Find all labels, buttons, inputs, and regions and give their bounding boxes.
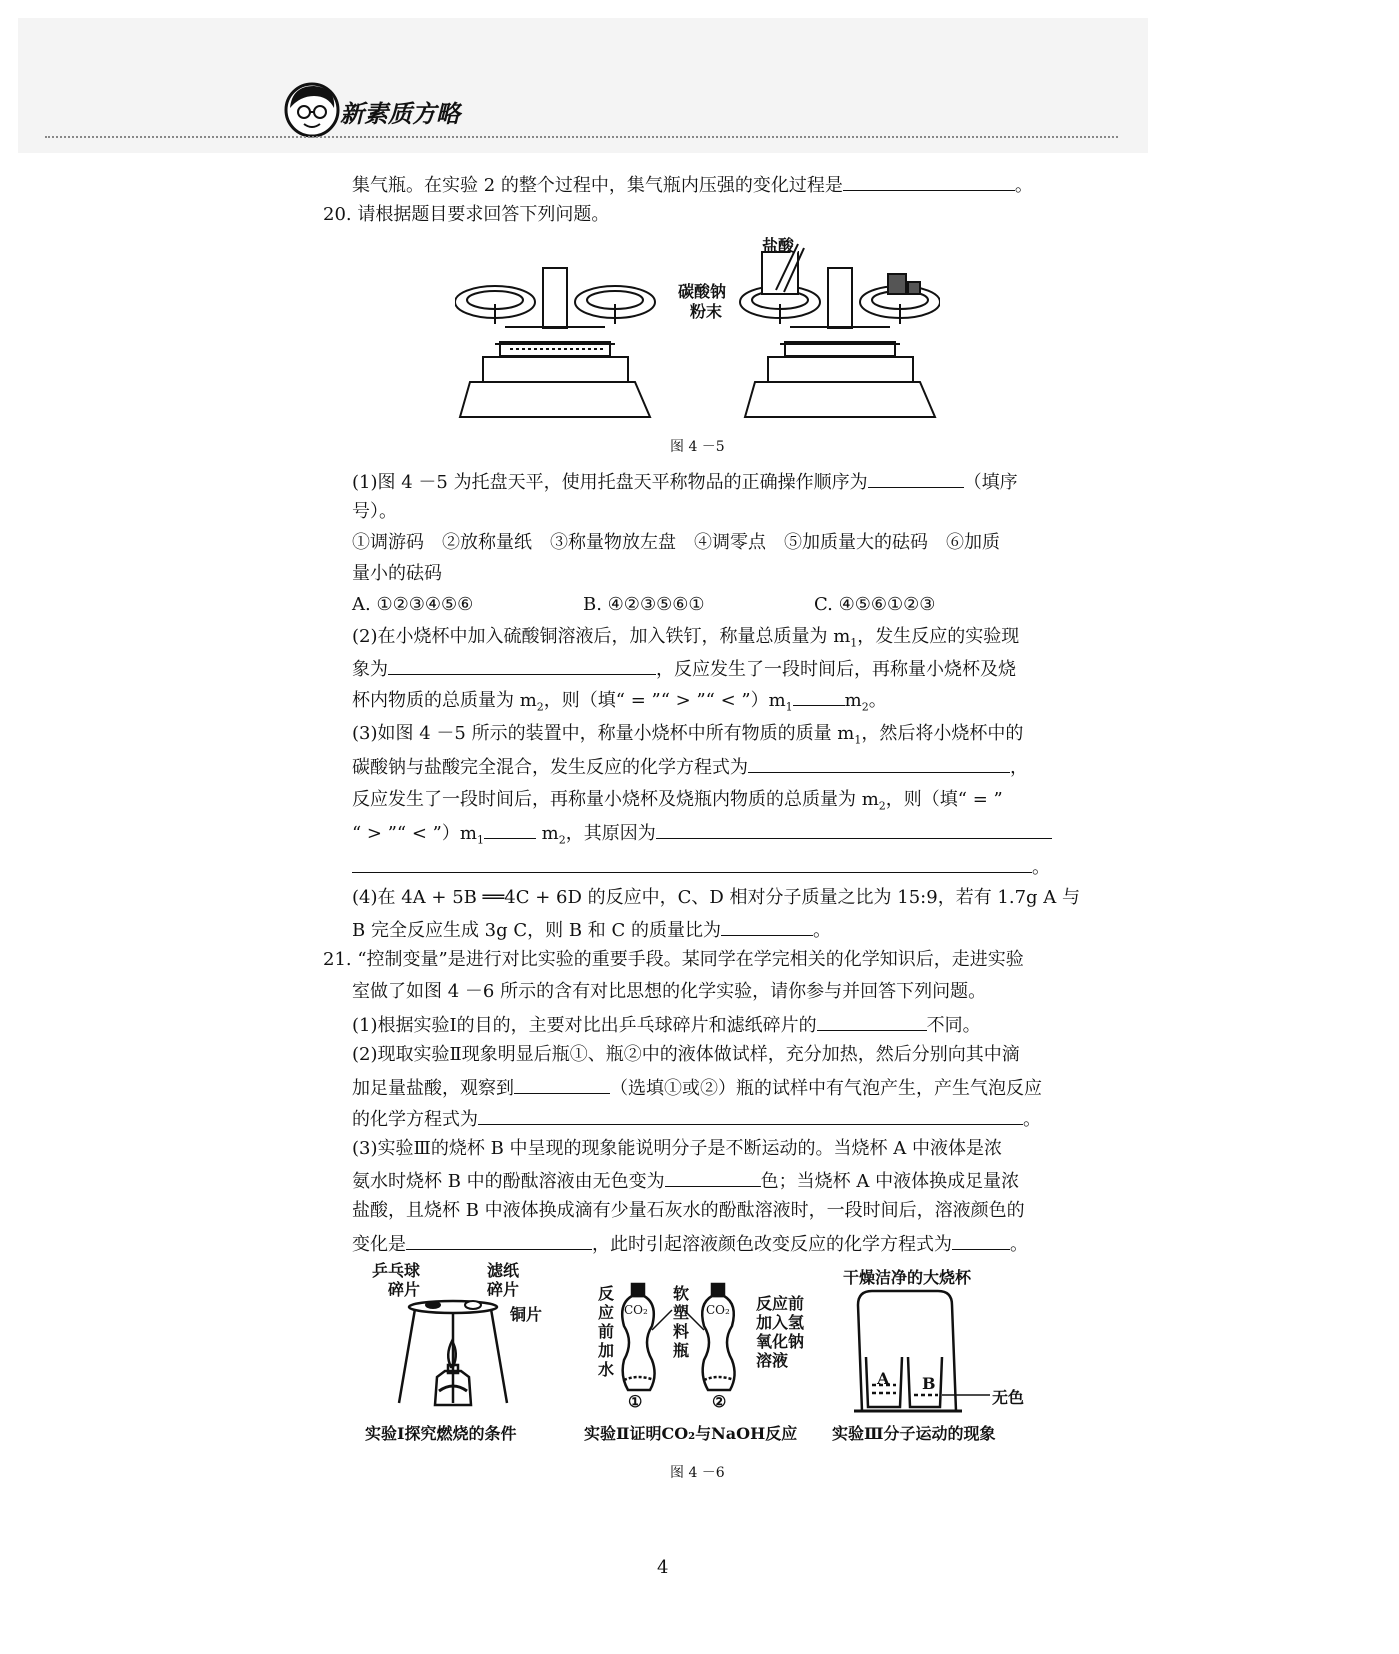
answer-blank[interactable] bbox=[478, 1106, 1023, 1125]
label-add-water: 反应前加水 bbox=[597, 1284, 614, 1379]
figure-caption-4-6: 图 4 －6 bbox=[670, 1465, 725, 1481]
text: 。 bbox=[1010, 1234, 1028, 1255]
text: ，则（填“ = ” bbox=[885, 789, 1003, 810]
text: ，发生反应的实验现 bbox=[857, 626, 1020, 647]
text: B 完全反应生成 3g C，则 B 和 C 的质量比为 bbox=[352, 920, 722, 941]
text: 加足量盐酸，观察到 bbox=[352, 1078, 514, 1099]
label-colorless: 无色 bbox=[992, 1388, 1025, 1407]
brand-title: 新素质方略 bbox=[340, 100, 460, 128]
text: 。 bbox=[1023, 1109, 1041, 1130]
left-balance bbox=[455, 268, 655, 417]
text: 变化是 bbox=[352, 1234, 406, 1255]
q21-p3-line2 bbox=[352, 1168, 1019, 1194]
q21-line1: 21. “控制变量”是进行对比实验的重要手段。某同学在学完相关的化学知识后，走进实验 bbox=[323, 949, 1024, 970]
label-naoh-1: 反应前 bbox=[756, 1294, 805, 1313]
q20-p1-line1 bbox=[352, 469, 1018, 495]
right-balance bbox=[740, 244, 940, 417]
page-number: 4 bbox=[657, 1557, 669, 1578]
q21-p1 bbox=[352, 1012, 981, 1038]
q20-p4-line2 bbox=[352, 917, 831, 943]
text: m bbox=[844, 690, 862, 711]
q20-p4-line1: (4)在 4A + 5B ══4C + 6D 的反应中，C、D 相对分子质量之比为 15:9，若有 1.7g A 与 bbox=[352, 887, 1081, 908]
answer-blank[interactable] bbox=[352, 854, 1032, 873]
text: （填序 bbox=[963, 472, 1018, 493]
label-large-beaker: 干燥洁净的大烧杯 bbox=[843, 1268, 972, 1287]
text: 。 bbox=[868, 690, 887, 711]
subscript: 2 bbox=[878, 799, 886, 813]
q21-p2-line1: (2)现取实验Ⅱ现象明显后瓶①、瓶②中的液体做试样，充分加热，然后分别向其中滴 bbox=[352, 1044, 1020, 1065]
subscript: 1 bbox=[476, 833, 484, 847]
subscript: 2 bbox=[558, 833, 566, 847]
text: 碳酸钠与盐酸完全混合，发生反应的化学方程式为 bbox=[352, 757, 748, 778]
label-powder-2: 粉末 bbox=[690, 302, 723, 321]
text: 的化学方程式为 bbox=[352, 1109, 478, 1130]
q21-line2: 室做了如图 4 －6 所示的含有对比思想的化学实验，请你参与并回答下列问题。 bbox=[352, 981, 987, 1002]
q20-ops-line2: 量小的砝码 bbox=[352, 563, 442, 584]
answer-blank[interactable] bbox=[843, 172, 1015, 191]
q20-p2-line1 bbox=[352, 625, 1019, 656]
punct: 。 bbox=[1014, 175, 1033, 196]
answer-blank[interactable] bbox=[748, 754, 1010, 773]
label-co2-1: CO₂ bbox=[624, 1303, 648, 1317]
text: 。 bbox=[1032, 857, 1050, 878]
label-bottle-2: ② bbox=[712, 1392, 727, 1411]
text: (3)如图 4 －5 所示的装置中，称量小烧杯中所有物质的质量 m bbox=[352, 723, 855, 744]
answer-blank[interactable] bbox=[656, 820, 1052, 839]
label-naoh-4: 溶液 bbox=[756, 1351, 789, 1370]
text: ，则（填“ = ”“ > ”“ < ”）m bbox=[543, 690, 786, 711]
balance-figure bbox=[455, 232, 940, 422]
text: 反应发生了一段时间后，再称量小烧杯及烧瓶内物质的总质量为 m bbox=[352, 789, 879, 810]
subscript: 1 bbox=[785, 700, 793, 714]
label-bottle-1: ① bbox=[628, 1392, 643, 1411]
answer-blank[interactable] bbox=[388, 656, 656, 675]
label-beaker-a: A bbox=[877, 1369, 890, 1388]
q21-p3-line1: (3)实验Ⅲ的烧杯 B 中呈现的现象能说明分子是不断运动的。当烧杯 A 中液体是浓 bbox=[352, 1138, 1002, 1159]
label-filter-2: 碎片 bbox=[487, 1280, 520, 1299]
header-band bbox=[18, 18, 1148, 153]
text: 象为 bbox=[352, 659, 388, 680]
label-beaker-b: B bbox=[922, 1374, 936, 1393]
text: ，反应发生了一段时间后，再称量小烧杯及烧 bbox=[656, 659, 1016, 680]
q20-option-c: C. ④⑤⑥①②③ bbox=[814, 594, 936, 615]
answer-blank[interactable] bbox=[665, 1168, 761, 1187]
answer-blank[interactable] bbox=[721, 917, 813, 936]
text: 。 bbox=[813, 920, 832, 941]
subscript: 2 bbox=[861, 700, 869, 714]
label-copper: 铜片 bbox=[510, 1305, 543, 1324]
caption-experiment-2: 实验Ⅱ证明CO₂与NaOH反应 bbox=[584, 1424, 798, 1443]
caption-experiment-3: 实验Ⅲ分子运动的现象 bbox=[832, 1424, 996, 1443]
label-acid: 盐酸 bbox=[762, 236, 795, 255]
label-co2-2: CO₂ bbox=[706, 1303, 730, 1317]
text: 氨水时烧杯 B 中的酚酞溶液由无色变为 bbox=[352, 1171, 665, 1192]
label-naoh-3: 氧化钠 bbox=[756, 1332, 805, 1351]
q20-p3-line1 bbox=[352, 722, 1023, 753]
text: ，其原因为 bbox=[565, 823, 656, 844]
answer-blank[interactable] bbox=[952, 1231, 1010, 1250]
text: (1)图 4 －5 为托盘天平，使用托盘天平称物品的正确操作顺序为 bbox=[352, 472, 868, 493]
caption-experiment-1: 实验Ⅰ探究燃烧的条件 bbox=[365, 1424, 517, 1443]
label-powder-1: 碳酸钠 bbox=[678, 282, 727, 301]
q21-p2-line3 bbox=[352, 1106, 1041, 1132]
header-divider bbox=[45, 136, 1118, 138]
q20-p1-line2: 号）。 bbox=[352, 501, 397, 522]
q20-option-b: B. ④②③⑤⑥① bbox=[583, 594, 705, 615]
q19-tail-text: 集气瓶。在实验 2 的整个过程中，集气瓶内压强的变化过程是 bbox=[352, 175, 843, 196]
answer-blank[interactable] bbox=[514, 1075, 610, 1094]
label-pingpong-1: 乒乓球 bbox=[372, 1261, 421, 1280]
q20-p3-line5 bbox=[352, 854, 1050, 880]
q21-p3-line4 bbox=[352, 1231, 1028, 1257]
q21-p3-line3: 盐酸，且烧杯 B 中液体换成滴有少量石灰水的酚酞溶液时，一段时间后，溶液颜色的 bbox=[352, 1200, 1025, 1221]
q21-p2-line2 bbox=[352, 1075, 1042, 1101]
answer-blank[interactable] bbox=[406, 1231, 592, 1250]
q20-p3-line4 bbox=[352, 820, 1052, 853]
experiment-1-figure bbox=[395, 1295, 515, 1415]
answer-blank[interactable] bbox=[868, 469, 964, 488]
answer-blank[interactable] bbox=[817, 1012, 927, 1031]
text: m bbox=[541, 823, 559, 844]
subscript: 2 bbox=[536, 700, 544, 714]
subscript: 1 bbox=[850, 636, 858, 650]
text: ，然后将小烧杯中的 bbox=[861, 723, 1024, 744]
text: “ > ”“ < ”）m bbox=[352, 823, 477, 844]
answer-blank[interactable] bbox=[484, 820, 536, 839]
text: ，此时引起溶液颜色改变反应的化学方程式为 bbox=[592, 1234, 952, 1255]
q20-p2-line3 bbox=[352, 687, 887, 720]
label-naoh-2: 加入氢 bbox=[756, 1313, 805, 1332]
text: ， bbox=[1010, 757, 1028, 778]
text: (1)根据实验Ⅰ的目的，主要对比出乒乓球碎片和滤纸碎片的 bbox=[352, 1015, 817, 1036]
figure-caption-4-5: 图 4 －5 bbox=[670, 439, 725, 455]
text: 色；当烧杯 A 中液体换成足量浓 bbox=[760, 1171, 1020, 1192]
text: 不同。 bbox=[926, 1015, 981, 1036]
q20-p3-line2 bbox=[352, 754, 1028, 780]
text: 杯内物质的总质量为 m bbox=[352, 690, 537, 711]
experiment-3-figure bbox=[852, 1285, 1012, 1415]
text: (2)在小烧杯中加入硫酸铜溶液后，加入铁钉，称量总质量为 m bbox=[352, 626, 851, 647]
q20-p2-line2 bbox=[352, 656, 1016, 682]
q19-tail-line bbox=[352, 172, 1033, 198]
q20-option-a: A. ①②③④⑤⑥ bbox=[352, 594, 474, 615]
q20-p3-line3 bbox=[352, 788, 1003, 819]
subscript: 1 bbox=[854, 733, 862, 747]
q20-ops-line1: ①调游码 ②放称量纸 ③称量物放左盘 ④调零点 ⑤加质量大的砝码 ⑥加质 bbox=[352, 532, 1000, 553]
answer-blank[interactable] bbox=[793, 687, 845, 706]
q20-title: 20. 请根据题目要求回答下列问题。 bbox=[323, 204, 610, 225]
label-filter-1: 滤纸 bbox=[487, 1261, 520, 1280]
label-pingpong-2: 碎片 bbox=[388, 1280, 421, 1299]
text: （选填①或②）瓶的试样中有气泡产生，产生气泡反应 bbox=[610, 1078, 1042, 1099]
label-soft-bottle: 软塑料瓶 bbox=[672, 1284, 689, 1360]
